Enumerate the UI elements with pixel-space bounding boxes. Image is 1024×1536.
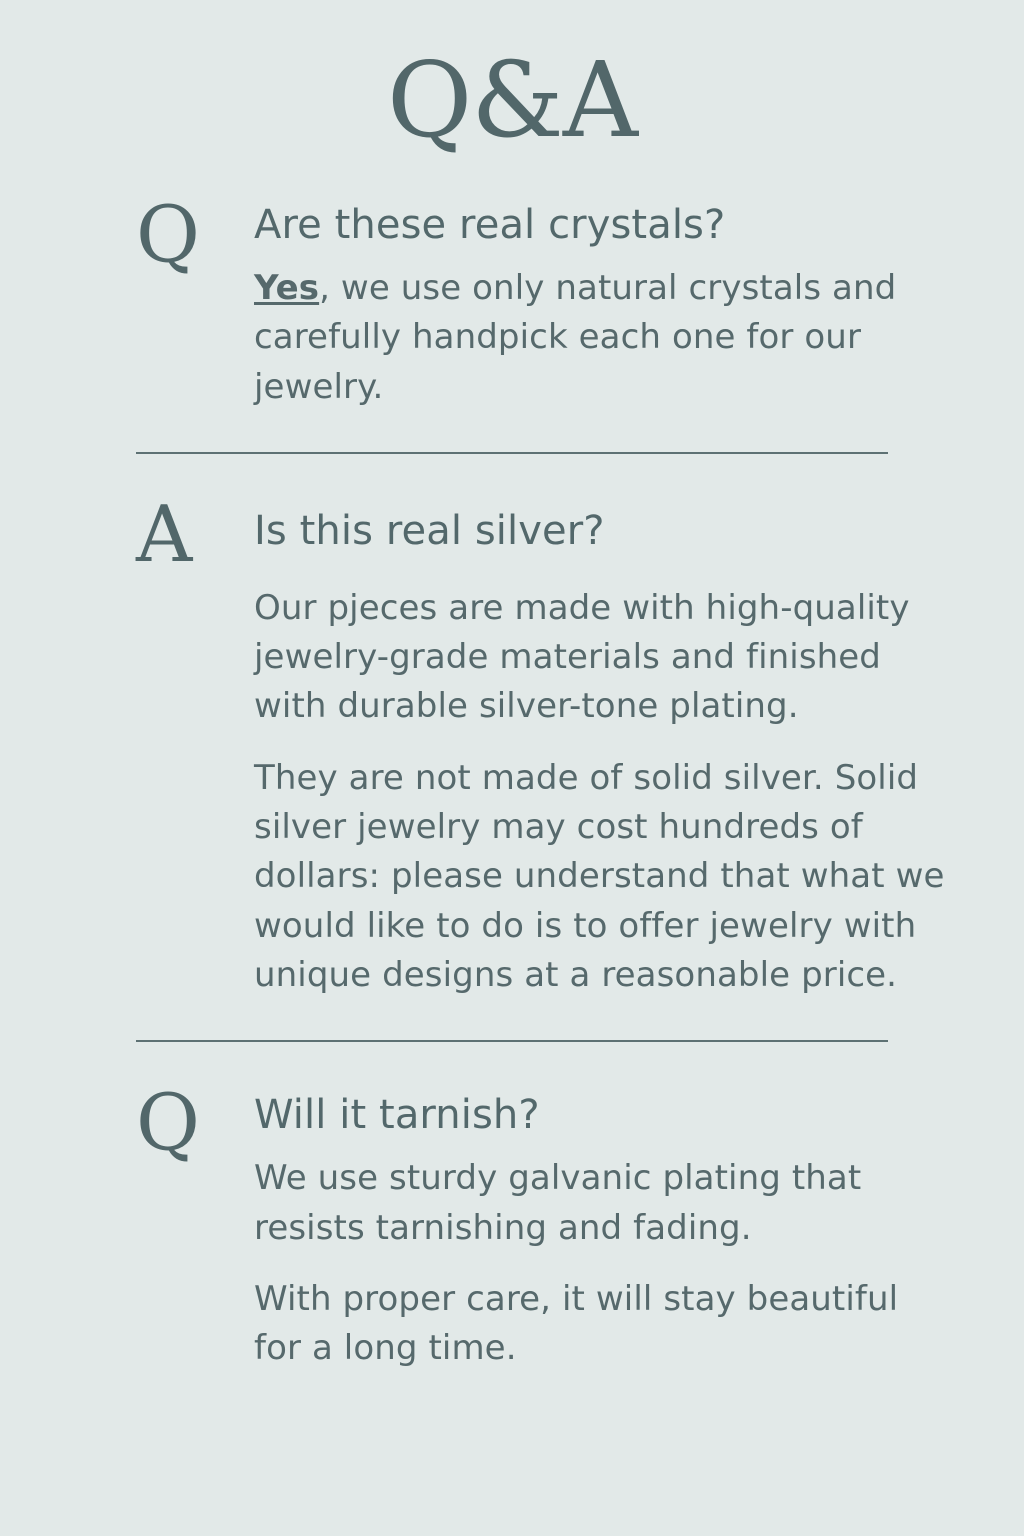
qa-entry-1 bbox=[64, 190, 960, 412]
qa-body-2 bbox=[254, 494, 952, 1000]
qa-question-1: Are these real crystals? bbox=[254, 202, 726, 248]
section-divider-2 bbox=[136, 1040, 888, 1042]
qa-body-1 bbox=[254, 194, 952, 412]
qa-answer-lead-1: Yes bbox=[254, 268, 320, 308]
qa-marker-2: A bbox=[136, 489, 193, 580]
qa-answer-text-1: , we use only natural crystals and carefully handpick each one for our jewelry. bbox=[254, 268, 897, 407]
qa-answer-3a: We use sturdy galvanic plating that resists tarnishing and fading. bbox=[254, 1158, 862, 1248]
qa-marker-3: Q bbox=[136, 1078, 200, 1169]
qa-answer-2b: They are not made of solid silver. Solid silver jewelry may cost hundreds of dollars: please understand that what we would like to do is to offer jewelry with unique designs at a reasonable price. bbox=[254, 757, 945, 995]
qa-question-3: Will it tarnish? bbox=[254, 1092, 540, 1139]
qa-answer-2a: Our pjeces are made with high-quality jewelry-grade materials and finished with durable silver-tone plating. bbox=[254, 587, 910, 727]
qa-body-3 bbox=[254, 1082, 952, 1373]
qa-answer-1 bbox=[254, 264, 952, 412]
qa-marker-1: Q bbox=[136, 190, 200, 280]
qa-question-2: Is this real silver? bbox=[254, 507, 605, 554]
qa-answer-3b: With proper care, it will stay beautiful for a long time. bbox=[254, 1278, 899, 1369]
qa-entry-2 bbox=[64, 489, 960, 1000]
qa-entry-3 bbox=[64, 1078, 960, 1373]
page-title: Q&A bbox=[387, 39, 637, 161]
section-divider-1 bbox=[136, 452, 888, 454]
